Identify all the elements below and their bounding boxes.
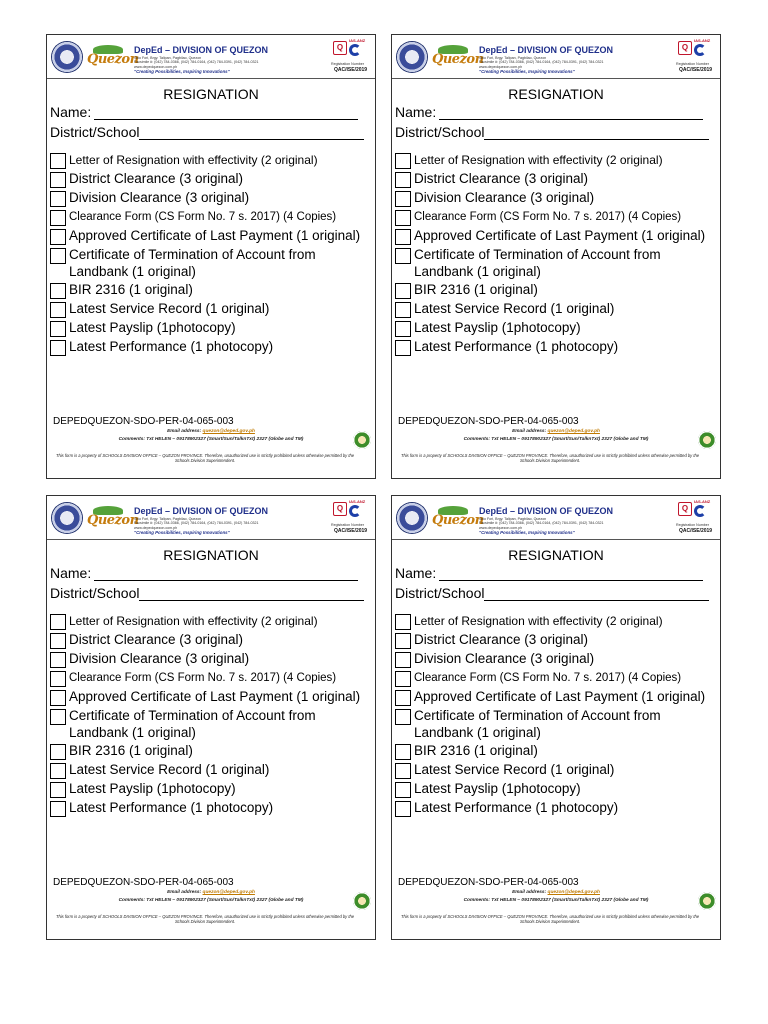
email-line: Email address: quezon@deped.gov.ph xyxy=(512,890,600,895)
checklist-item-label: Latest Service Record (1 original) xyxy=(414,301,615,316)
checklist-item-label: District Clearance (3 original) xyxy=(414,632,589,647)
checklist-item xyxy=(395,301,717,318)
checkbox[interactable] xyxy=(50,340,66,356)
division-emblem-icon xyxy=(353,431,371,449)
form-title: RESIGNATION xyxy=(508,86,604,102)
certification-c-icon xyxy=(349,505,361,517)
checkbox[interactable] xyxy=(50,633,66,649)
checklist-item-label: Latest Payslip (1photocopy) xyxy=(69,781,236,796)
checkbox[interactable] xyxy=(395,340,411,356)
contact-line: Comments: Txt HELEN – 09178902327 (Smart/Sun/TalknTxt) 2327 (Globe and TM) xyxy=(118,437,304,442)
certification-c-icon xyxy=(694,505,706,517)
checklist-item-label: Letter of Resignation with effectivity (2 original) xyxy=(414,153,663,167)
resignation-form-card xyxy=(46,495,376,940)
checklist-item-label: Clearance Form (CS Form No. 7 s. 2017) (4 Copies) xyxy=(69,672,337,684)
checklist-item-label: Certificate of Termination of Account from Landbank (1 original) xyxy=(69,708,316,740)
checkbox[interactable] xyxy=(395,763,411,779)
checklist-item-label: Latest Performance (1 photocopy) xyxy=(69,339,274,354)
email-link[interactable]: quezon@deped.gov.ph xyxy=(547,429,600,434)
quality-cert-icon: Q xyxy=(333,41,347,55)
org-motto: "Creating Possibilities, Inspiring Innovations" xyxy=(479,530,575,535)
letterhead xyxy=(47,35,375,79)
registration-number: QAC/ISE/2019 xyxy=(334,528,368,534)
registration-label: Registration Number xyxy=(676,523,709,527)
checklist-item xyxy=(395,613,717,630)
org-title: DepEd – DIVISION OF QUEZON xyxy=(479,506,614,516)
org-address: Sitio Fori, Brgy. Talipan, Pagbilao, Quezon Facsimile #: (042) 784-0366, (042) 784-0164, (042) 784-0391, (042) 784-0321 www.depedquezon.com.ph xyxy=(134,56,259,69)
checkbox[interactable] xyxy=(395,210,411,226)
checklist-item xyxy=(395,320,717,337)
district-school-field[interactable] xyxy=(395,585,709,601)
checklist-item xyxy=(50,743,372,760)
letterhead xyxy=(47,496,375,540)
checklist-item xyxy=(50,339,372,356)
certification-c-icon xyxy=(349,44,361,56)
checkbox[interactable] xyxy=(395,744,411,760)
checklist-item xyxy=(395,339,717,356)
checklist-item xyxy=(50,228,372,245)
resignation-form-card xyxy=(391,34,721,479)
checklist-item xyxy=(395,247,717,280)
org-title: DepEd – DIVISION OF QUEZON xyxy=(134,45,269,55)
registration-label: Registration Number xyxy=(676,62,709,66)
checkbox[interactable] xyxy=(50,671,66,687)
checklist-item-label: Letter of Resignation with effectivity (2 original) xyxy=(69,153,318,167)
checklist-item xyxy=(50,632,372,649)
checklist-item-label: Clearance Form (CS Form No. 7 s. 2017) (4 Copies) xyxy=(414,672,682,684)
checkbox[interactable] xyxy=(395,321,411,337)
checklist-item xyxy=(395,800,717,817)
checklist-item xyxy=(50,708,372,741)
name-blank-line[interactable] xyxy=(439,106,703,120)
quezon-logo-icon: Quezon xyxy=(432,45,474,73)
checklist-item-label: Certificate of Termination of Account from Landbank (1 original) xyxy=(69,247,316,279)
email-line: Email address: quezon@deped.gov.ph xyxy=(167,890,255,895)
letterhead xyxy=(392,496,720,540)
checklist-item xyxy=(50,320,372,337)
checklist-item-label: Division Clearance (3 original) xyxy=(414,190,595,205)
name-field[interactable] xyxy=(395,104,703,120)
name-label: Name: xyxy=(395,104,437,120)
form-title: RESIGNATION xyxy=(163,86,259,102)
checklist-item xyxy=(395,171,717,188)
district-school-blank-line[interactable] xyxy=(139,126,364,140)
letterhead xyxy=(392,35,720,79)
checkbox[interactable] xyxy=(50,690,66,706)
checklist-item-label: Letter of Resignation with effectivity (2 original) xyxy=(414,614,663,628)
checklist-item xyxy=(50,190,372,207)
org-address: Sitio Fori, Brgy. Talipan, Pagbilao, Quezon Facsimile #: (042) 784-0366, (042) 784-0164, (042) 784-0391, (042) 784-0321 www.depedquezon.com.ph xyxy=(479,517,604,530)
checkbox[interactable] xyxy=(50,191,66,207)
checklist-item-label: Latest Service Record (1 original) xyxy=(69,762,270,777)
checklist-item xyxy=(50,800,372,817)
district-school-field[interactable] xyxy=(395,124,709,140)
form-title: RESIGNATION xyxy=(508,547,604,563)
checkbox[interactable] xyxy=(50,248,66,264)
form-code: DEPEDQUEZON-SDO-PER-04-065-003 xyxy=(398,416,579,427)
checklist-item-label: Certificate of Termination of Account from Landbank (1 original) xyxy=(414,247,661,279)
checkbox[interactable] xyxy=(50,652,66,668)
checkbox[interactable] xyxy=(395,690,411,706)
property-notice: This form is a property of SCHOOLS DIVISION OFFICE – QUEZON PROVINCE. Therefore, unauthorized use is strictly prohibited unless otherwise permitted by the Schools Division Superintendent. xyxy=(55,453,355,464)
checklist-item-label: Division Clearance (3 original) xyxy=(69,651,250,666)
checkbox[interactable] xyxy=(395,191,411,207)
checklist-item-label: Letter of Resignation with effectivity (2 original) xyxy=(69,614,318,628)
requirements-checklist xyxy=(50,613,372,819)
form-code: DEPEDQUEZON-SDO-PER-04-065-003 xyxy=(53,416,234,427)
name-field[interactable] xyxy=(395,565,703,581)
checkbox[interactable] xyxy=(395,614,411,630)
quezon-logo-icon: Quezon xyxy=(432,506,474,534)
checklist-item-label: Division Clearance (3 original) xyxy=(414,651,595,666)
checklist-item xyxy=(395,651,717,668)
form-code: DEPEDQUEZON-SDO-PER-04-065-003 xyxy=(398,877,579,888)
checklist-item-label: Approved Certificate of Last Payment (1 original) xyxy=(414,689,706,704)
checklist-item-label: Latest Performance (1 photocopy) xyxy=(414,800,619,815)
checkbox[interactable] xyxy=(395,229,411,245)
checklist-item-label: Latest Performance (1 photocopy) xyxy=(69,800,274,815)
name-label: Name: xyxy=(395,565,437,581)
checklist-item xyxy=(395,689,717,706)
form-title: RESIGNATION xyxy=(163,547,259,563)
deped-seal-icon xyxy=(51,502,83,534)
ias-anz-label: IAS-ANZ xyxy=(349,499,366,504)
org-motto: "Creating Possibilities, Inspiring Innovations" xyxy=(479,69,575,74)
quality-cert-icon: Q xyxy=(678,502,692,516)
checkbox[interactable] xyxy=(50,172,66,188)
checkbox[interactable] xyxy=(50,153,66,169)
district-school-blank-line[interactable] xyxy=(484,587,709,601)
checkbox[interactable] xyxy=(50,709,66,725)
property-notice: This form is a property of SCHOOLS DIVISION OFFICE – QUEZON PROVINCE. Therefore, unauthorized use is strictly prohibited unless otherwise permitted by the Schools Division Superintendent. xyxy=(400,914,700,925)
checkbox[interactable] xyxy=(395,709,411,725)
district-school-blank-line[interactable] xyxy=(484,126,709,140)
name-blank-line[interactable] xyxy=(94,106,358,120)
deped-seal-icon xyxy=(51,41,83,73)
district-school-field[interactable] xyxy=(50,585,364,601)
deped-seal-icon xyxy=(396,502,428,534)
checkbox[interactable] xyxy=(395,153,411,169)
district-school-label: District/School xyxy=(395,124,485,140)
resignation-form-card xyxy=(46,34,376,479)
division-emblem-icon xyxy=(698,431,716,449)
name-field[interactable] xyxy=(50,104,358,120)
checkbox[interactable] xyxy=(50,210,66,226)
registration-number: QAC/ISE/2019 xyxy=(679,528,713,534)
checkbox[interactable] xyxy=(395,283,411,299)
checklist-item xyxy=(50,613,372,630)
checklist-item xyxy=(50,689,372,706)
district-school-blank-line[interactable] xyxy=(139,587,364,601)
name-field[interactable] xyxy=(50,565,358,581)
org-motto: "Creating Possibilities, Inspiring Innovations" xyxy=(134,69,230,74)
quality-cert-icon: Q xyxy=(678,41,692,55)
checkbox[interactable] xyxy=(50,614,66,630)
checkbox[interactable] xyxy=(50,321,66,337)
checklist-item-label: District Clearance (3 original) xyxy=(69,171,244,186)
email-link[interactable]: quezon@deped.gov.ph xyxy=(202,429,255,434)
contact-line: Comments: Txt HELEN – 09178902327 (Smart/Sun/TalknTxt) 2327 (Globe and TM) xyxy=(463,437,649,442)
checklist-item xyxy=(50,781,372,798)
resignation-form-card xyxy=(391,495,721,940)
checklist-item-label: Clearance Form (CS Form No. 7 s. 2017) (4 Copies) xyxy=(414,211,682,223)
contact-line: Comments: Txt HELEN – 09178902327 (Smart/Sun/TalknTxt) 2327 (Globe and TM) xyxy=(463,898,649,903)
checklist-item-label: BIR 2316 (1 original) xyxy=(69,743,193,758)
checklist-item xyxy=(395,762,717,779)
checklist-item xyxy=(395,781,717,798)
quezon-logo-icon: Quezon xyxy=(87,45,129,73)
org-title: DepEd – DIVISION OF QUEZON xyxy=(479,45,614,55)
checklist-item xyxy=(395,282,717,299)
checklist-item xyxy=(395,670,717,687)
org-title: DepEd – DIVISION OF QUEZON xyxy=(134,506,269,516)
email-link[interactable]: quezon@deped.gov.ph xyxy=(547,890,600,895)
org-motto: "Creating Possibilities, Inspiring Innovations" xyxy=(134,530,230,535)
checklist-item xyxy=(50,247,372,280)
checklist-item xyxy=(50,209,372,226)
registration-label: Registration Number xyxy=(331,62,364,66)
checklist-item-label: BIR 2316 (1 original) xyxy=(69,282,193,297)
checklist-item-label: Latest Payslip (1photocopy) xyxy=(414,781,581,796)
checklist-item xyxy=(395,209,717,226)
checkbox[interactable] xyxy=(395,652,411,668)
checklist-item-label: District Clearance (3 original) xyxy=(414,171,589,186)
checklist-item xyxy=(395,228,717,245)
checkbox[interactable] xyxy=(395,801,411,817)
ias-anz-label: IAS-ANZ xyxy=(349,38,366,43)
checkbox[interactable] xyxy=(395,671,411,687)
checklist-item xyxy=(50,152,372,169)
requirements-checklist xyxy=(395,152,717,358)
email-line: Email address: quezon@deped.gov.ph xyxy=(512,429,600,434)
checkbox[interactable] xyxy=(50,782,66,798)
district-school-label: District/School xyxy=(50,124,140,140)
checklist-item xyxy=(395,632,717,649)
checkbox[interactable] xyxy=(50,763,66,779)
checklist-item xyxy=(50,762,372,779)
checklist-item-label: District Clearance (3 original) xyxy=(69,632,244,647)
checklist-item-label: Certificate of Termination of Account from Landbank (1 original) xyxy=(414,708,661,740)
name-blank-line[interactable] xyxy=(439,567,703,581)
checklist-item-label: Approved Certificate of Last Payment (1 original) xyxy=(69,228,361,243)
checkbox[interactable] xyxy=(395,633,411,649)
checkbox[interactable] xyxy=(50,229,66,245)
deped-seal-icon xyxy=(396,41,428,73)
quezon-logo-icon: Quezon xyxy=(87,506,129,534)
form-code: DEPEDQUEZON-SDO-PER-04-065-003 xyxy=(53,877,234,888)
checklist-item-label: Division Clearance (3 original) xyxy=(69,190,250,205)
checkbox[interactable] xyxy=(50,801,66,817)
checklist-item xyxy=(395,708,717,741)
name-label: Name: xyxy=(50,565,92,581)
checkbox[interactable] xyxy=(50,744,66,760)
division-emblem-icon xyxy=(353,892,371,910)
checklist-item-label: Clearance Form (CS Form No. 7 s. 2017) (4 Copies) xyxy=(69,211,337,223)
checklist-item xyxy=(395,152,717,169)
checklist-item-label: Approved Certificate of Last Payment (1 original) xyxy=(69,689,361,704)
checklist-item xyxy=(50,651,372,668)
checkbox[interactable] xyxy=(50,283,66,299)
checklist-item xyxy=(50,171,372,188)
checklist-item-label: Latest Payslip (1photocopy) xyxy=(414,320,581,335)
checklist-item-label: BIR 2316 (1 original) xyxy=(414,743,538,758)
email-link[interactable]: quezon@deped.gov.ph xyxy=(202,890,255,895)
checklist-item xyxy=(50,282,372,299)
checklist-item-label: Latest Service Record (1 original) xyxy=(69,301,270,316)
checkbox[interactable] xyxy=(395,782,411,798)
checkbox[interactable] xyxy=(395,248,411,264)
org-address: Sitio Fori, Brgy. Talipan, Pagbilao, Quezon Facsimile #: (042) 784-0366, (042) 784-0164, (042) 784-0391, (042) 784-0321 www.depedquezon.com.ph xyxy=(479,56,604,69)
checklist-item xyxy=(50,670,372,687)
property-notice: This form is a property of SCHOOLS DIVISION OFFICE – QUEZON PROVINCE. Therefore, unauthorized use is strictly prohibited unless otherwise permitted by the Schools Division Superintendent. xyxy=(400,453,700,464)
ias-anz-label: IAS-ANZ xyxy=(694,38,711,43)
name-label: Name: xyxy=(50,104,92,120)
registration-number: QAC/ISE/2019 xyxy=(334,67,368,73)
requirements-checklist xyxy=(50,152,372,358)
contact-line: Comments: Txt HELEN – 09178902327 (Smart/Sun/TalknTxt) 2327 (Globe and TM) xyxy=(118,898,304,903)
checkbox[interactable] xyxy=(395,172,411,188)
checklist-item xyxy=(395,743,717,760)
property-notice: This form is a property of SCHOOLS DIVISION OFFICE – QUEZON PROVINCE. Therefore, unauthorized use is strictly prohibited unless otherwise permitted by the Schools Division Superintendent. xyxy=(55,914,355,925)
district-school-field[interactable] xyxy=(50,124,364,140)
certification-c-icon xyxy=(694,44,706,56)
ias-anz-label: IAS-ANZ xyxy=(694,499,711,504)
checklist-item-label: BIR 2316 (1 original) xyxy=(414,282,538,297)
checklist-item xyxy=(395,190,717,207)
checklist-item-label: Latest Performance (1 photocopy) xyxy=(414,339,619,354)
quality-cert-icon: Q xyxy=(333,502,347,516)
checklist-item-label: Latest Payslip (1photocopy) xyxy=(69,320,236,335)
org-address: Sitio Fori, Brgy. Talipan, Pagbilao, Quezon Facsimile #: (042) 784-0366, (042) 784-0164, (042) 784-0391, (042) 784-0321 www.depedquezon.com.ph xyxy=(134,517,259,530)
name-blank-line[interactable] xyxy=(94,567,358,581)
checklist-item xyxy=(50,301,372,318)
registration-number: QAC/ISE/2019 xyxy=(679,67,713,73)
checklist-item-label: Approved Certificate of Last Payment (1 original) xyxy=(414,228,706,243)
division-emblem-icon xyxy=(698,892,716,910)
checkbox[interactable] xyxy=(395,302,411,318)
district-school-label: District/School xyxy=(395,585,485,601)
checkbox[interactable] xyxy=(50,302,66,318)
requirements-checklist xyxy=(395,613,717,819)
email-line: Email address: quezon@deped.gov.ph xyxy=(167,429,255,434)
district-school-label: District/School xyxy=(50,585,140,601)
checklist-item-label: Latest Service Record (1 original) xyxy=(414,762,615,777)
registration-label: Registration Number xyxy=(331,523,364,527)
